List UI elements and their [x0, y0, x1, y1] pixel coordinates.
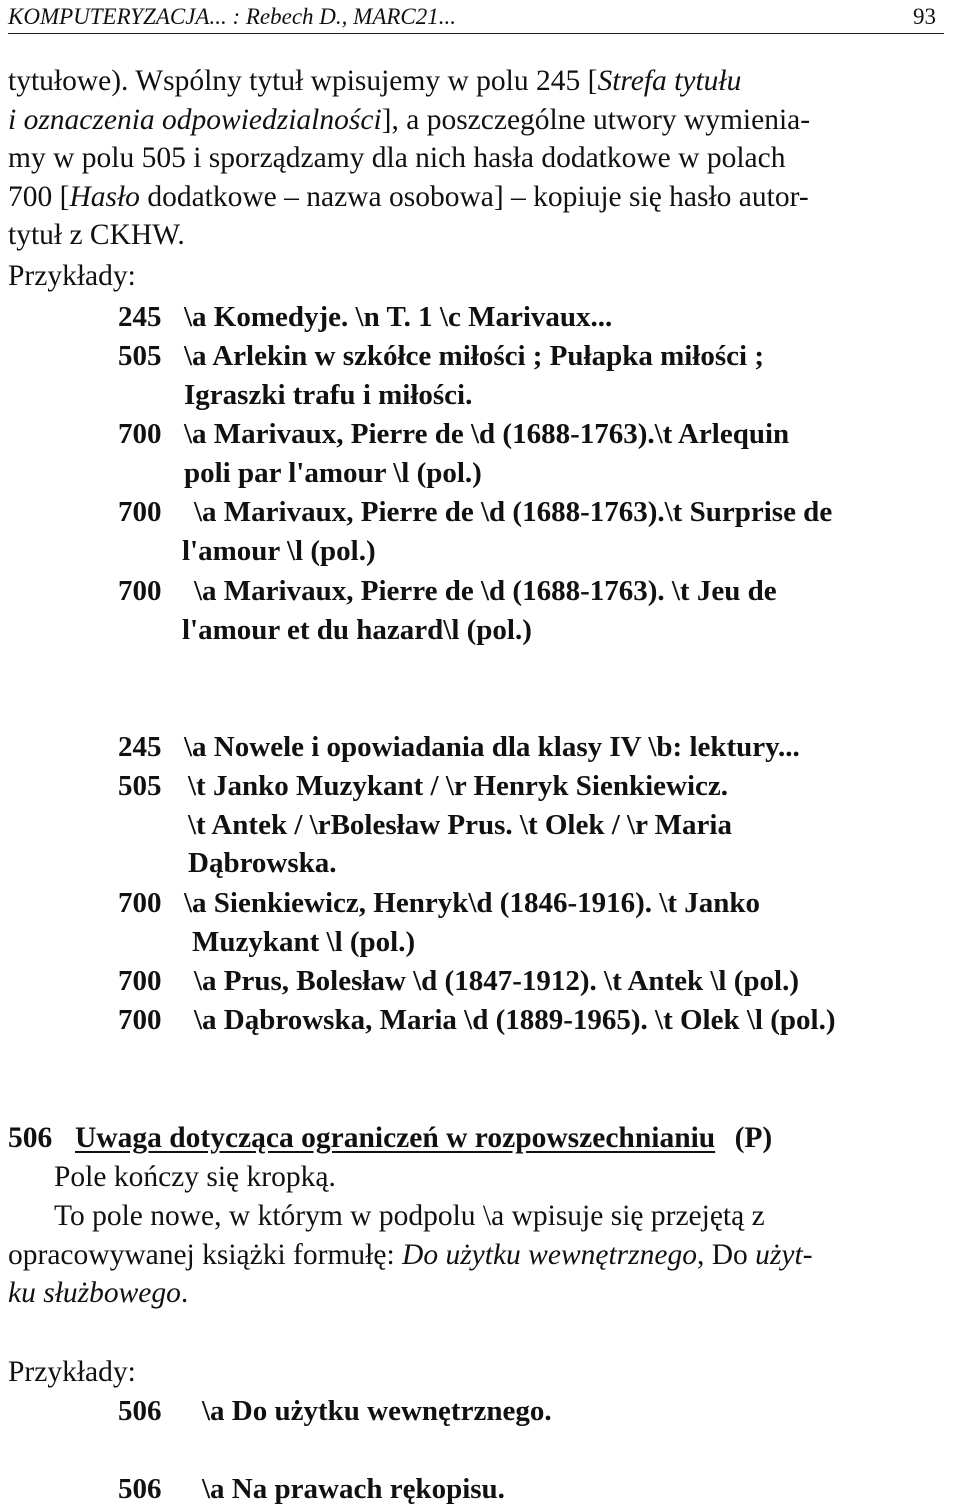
field-tag: 505 [118, 770, 162, 802]
field-content: \a Prus, Bolesław \d (1847-1912). \t Antek \l (pol.) [194, 965, 799, 997]
field-tag: 506 [8, 1122, 53, 1154]
field-tag: 506 [118, 1473, 162, 1505]
field-tag: 505 [118, 340, 162, 372]
intro-line: tytułowe). Wspólny tytuł wpisujemy w polu 245 [Strefa tytułu [8, 65, 742, 97]
running-title: KOMPUTERYZACJA... : Rebech D., MARC21... [8, 4, 457, 29]
intro-line: 700 [Hasło dodatkowe – nazwa osobowa] – kopiuje się hasło autor- [8, 180, 809, 213]
description-line: opracowywanej książki formułę: Do użytku wewnętrznego, Do użyt- [8, 1238, 813, 1271]
field-content: \a Nowele i opowiadania dla klasy IV \b: lektury... [184, 731, 800, 763]
field-title: Uwaga dotycząca ograniczeń w rozpowszechnianiu [75, 1122, 716, 1154]
field-content: \a Marivaux, Pierre de \d (1688-1763). \t Jeu de l'amour et du hazard\l (pol.) [182, 575, 777, 646]
marc-field [118, 1001, 836, 1040]
marc-field [118, 767, 732, 879]
field-506-description [8, 1197, 952, 1313]
marc-field [118, 884, 760, 958]
field-tag: 700 [118, 965, 162, 997]
examples-label: Przykłady: [8, 260, 136, 292]
marc-field [118, 962, 799, 1001]
field-tag: 245 [118, 301, 162, 333]
field-506-heading [8, 1119, 772, 1157]
field-content: \a Do użytku wewnętrznego. [202, 1395, 552, 1427]
intro-line: my w polu 505 i sporządzamy dla nich hasła dodatkowe w polach [8, 142, 786, 174]
field-tag: 506 [118, 1395, 162, 1427]
running-header [8, 0, 944, 34]
field-content: \a Arlekin w szkółce miłości ; Pułapka miłości ; Igraszki trafu i miłości. [184, 340, 764, 411]
field-content: \a Dąbrowska, Maria \d (1889-1965). \t Olek \l (pol.) [194, 1004, 836, 1036]
description-line: To pole nowe, w którym w podpolu \a wpisuje się przejętą z [54, 1200, 765, 1232]
field-tag: 700 [118, 575, 162, 607]
field-content: \a Marivaux, Pierre de \d (1688-1763).\t Arlequin poli par l'amour \l (pol.) [184, 418, 790, 489]
marc-field [118, 298, 613, 337]
repeatability: (P) [734, 1122, 773, 1154]
marc-field [118, 493, 833, 567]
field-tag: 700 [118, 887, 162, 919]
field-content: \a Sienkiewicz, Henryk\d (1846-1916). \t Janko Muzykant \l (pol.) [184, 887, 760, 958]
field-tag: 700 [118, 496, 162, 528]
field-tag: 700 [118, 418, 162, 450]
field-tag: 245 [118, 731, 162, 763]
marc-field [118, 1470, 505, 1509]
field-content: \a Komedyje. \n T. 1 \c Marivaux... [184, 301, 613, 333]
marc-field [118, 415, 790, 489]
marc-field [118, 1392, 552, 1431]
marc-field [118, 337, 764, 411]
field-content: \a Na prawach rękopisu. [202, 1473, 505, 1505]
intro-line: i oznaczenia odpowiedzialności], a poszczególne utwory wymienia- [8, 103, 811, 136]
marc-field [118, 728, 800, 767]
description-line: ku służbowego. [8, 1277, 189, 1309]
page-number: 93 [913, 4, 936, 29]
field-content: \a Marivaux, Pierre de \d (1688-1763).\t Surprise de l'amour \l (pol.) [182, 496, 833, 567]
examples-label: Przykłady: [8, 1356, 136, 1388]
intro-line: tytuł z CKHW. [8, 219, 185, 251]
marc-field [118, 572, 777, 646]
field-tag: 700 [118, 1004, 162, 1036]
intro-paragraph [8, 62, 952, 255]
field-note: Pole kończy się kropką. [54, 1161, 336, 1193]
field-content: \t Janko Muzykant / \r Henryk Sienkiewicz. \t Antek / \rBolesław Prus. \t Olek / \r Maria Dąbrowska. [188, 770, 732, 879]
